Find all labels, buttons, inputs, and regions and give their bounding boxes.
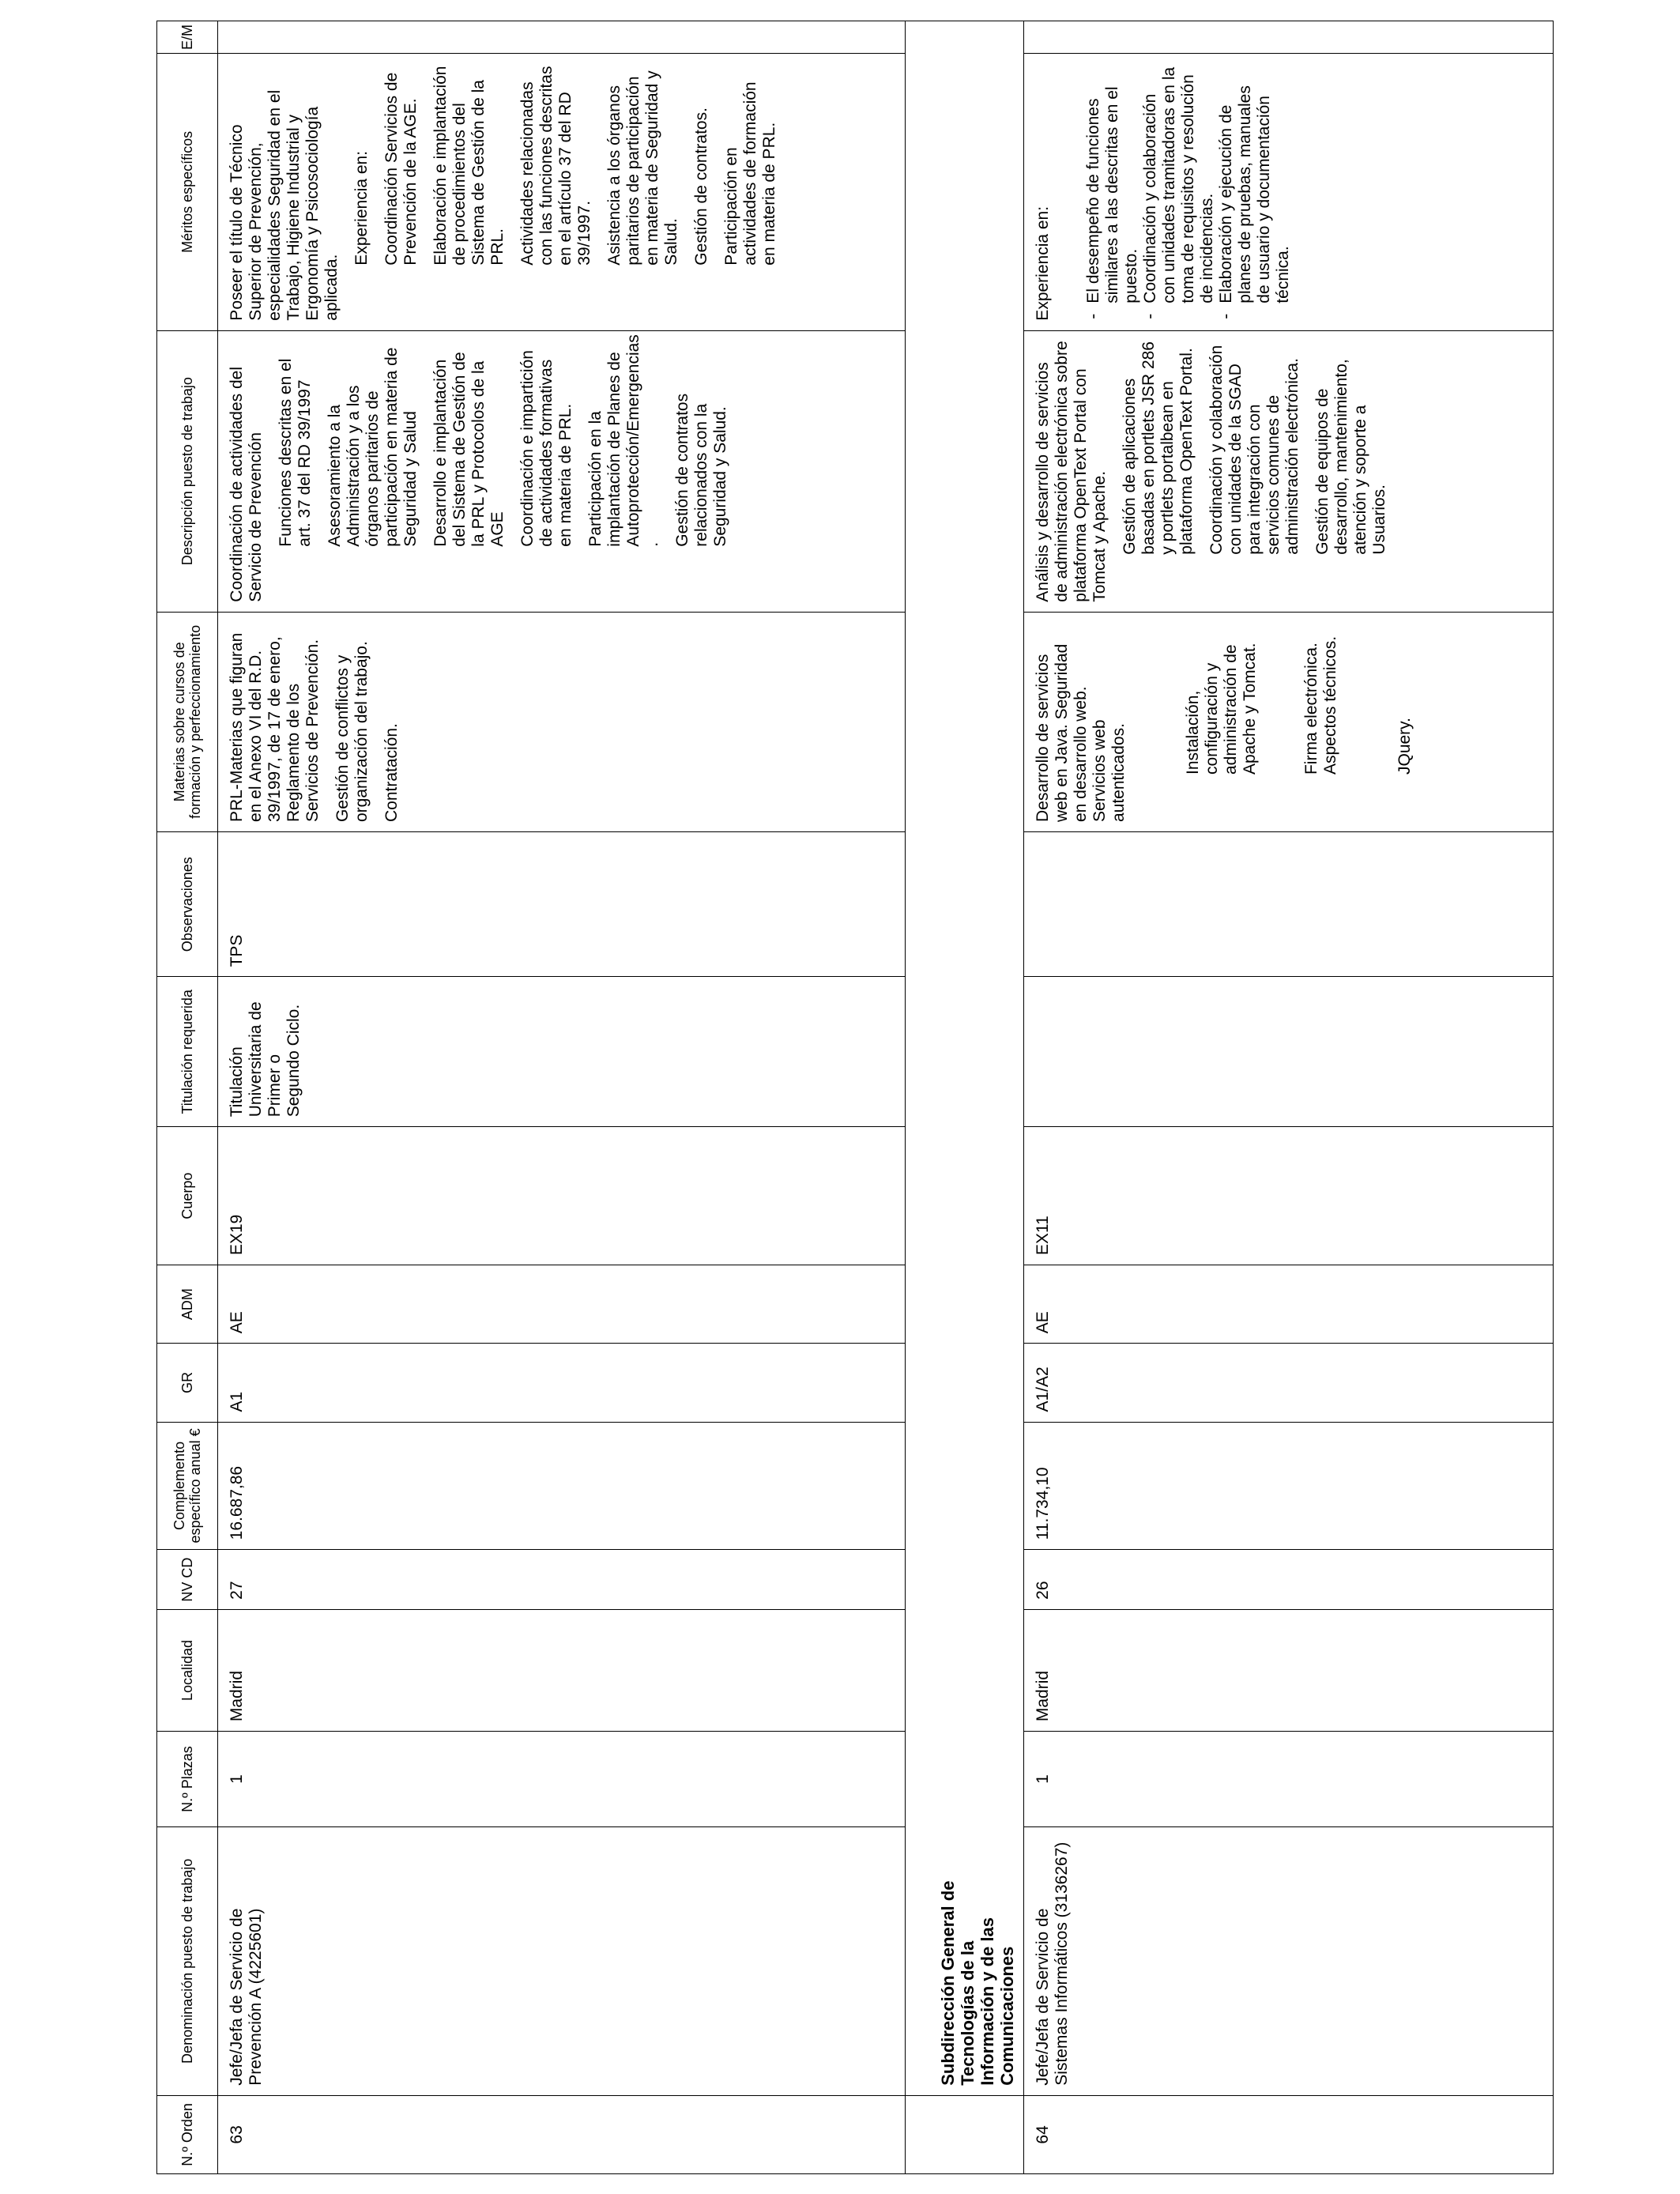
materia-item: Desarrollo de servicios web en Java. Seguridad en desarrollo web. Servicios web autenticados. [1034,643,1128,823]
cell-titulacion [1024,977,1554,1127]
cell-materias [1024,612,1554,831]
descripcion-item: Funciones descritas en el art. 37 del RD 39/1997 [277,358,314,547]
cell-meritos [218,54,906,331]
merito-item: Actividades relacionadas con las funciones descritas en el artículo 37 del RD 39/1997. [518,66,593,266]
unit-spacer [906,2095,1024,2173]
materia-item: JQuery. [1396,718,1414,775]
cell-adm: AE [1024,1265,1554,1344]
cell-cuerpo: EX11 [1024,1127,1554,1265]
descripcion-item: Coordinación e impartición de actividades formativas en materia de PRL. [518,350,574,547]
table-row [218,21,906,2174]
table-row [1024,21,1554,2174]
header-cuerpo: Cuerpo [157,1127,218,1265]
cell-plazas: 1 [218,1732,906,1827]
merito-item: Asistencia a los órganos paritarios de participación en materia de Seguridad y Salud. [605,70,680,266]
header-nvcd: NV CD [157,1550,218,1610]
cell-descripcion [218,330,906,612]
header-materias: Materias sobre cursos de formación y perfeccionamiento [157,612,218,831]
cell-orden: 63 [218,2095,906,2173]
cell-observaciones [1024,832,1554,977]
merito-item: Participación en actividades de formación en materia de PRL. [722,81,778,266]
cell-complemento: 11.734,10 [1024,1422,1554,1550]
unit-row [906,21,1024,2174]
materia-item: Instalación, configuración y administración de Apache y Tomcat. [1184,643,1259,775]
descripcion-item: Coordinación de actividades del Servicio de Prevención [228,366,265,602]
cell-em [1024,21,1554,54]
cell-materias [218,612,906,831]
materia-item: Gestión de conflictos y organización del trabajo. [333,641,371,823]
merito-item: Experiencia en: [352,150,371,266]
descripcion-item: Participación en la implantación de Planes de Autoprotección/Emergencias . [586,334,661,547]
cell-em [218,21,906,54]
header-row [157,21,218,2174]
unit-title: Subdirección General de Tecnologías de la Información y de las Comunicaciones [938,1880,1017,2086]
cell-plazas: 1 [1024,1732,1554,1827]
list-item: - Coordinación y colaboración con unidades tramitadoras en la toma de requisitos y resolución de incidencias. [1141,63,1217,321]
merito-item: Gestión de contratos. [692,107,710,266]
header-localidad: Localidad [157,1609,218,1731]
header-plazas: N.º Plazas [157,1732,218,1827]
cell-observaciones: TPS [218,832,906,977]
descripcion-item: Gestión de equipos de desarrollo, mantenimiento, atención y soporte a Usuarios. [1313,359,1388,555]
header-titulacion: Titulación requerida [157,977,218,1127]
merito-item: Coordinación Servicios de Prevención de la AGE. [382,72,420,266]
header-em: E/M [157,21,218,54]
cell-meritos [1024,54,1554,331]
cell-orden: 64 [1024,2095,1554,2173]
unit-cell [906,21,1024,2096]
descripcion-item: Coordinación y colaboración con unidades de la SGAD para integración con servicios comunes de administración electrónica. [1207,345,1301,555]
cell-adm: AE [218,1265,906,1344]
header-orden: N.º Orden [157,2095,218,2173]
header-gr: GR [157,1344,218,1422]
cell-descripcion [1024,330,1554,612]
descripcion-item: Gestión de contratos relacionados con la Seguridad y Salud. [673,393,729,547]
cell-titulacion: Titulación Universitaria de Primer o Segundo Ciclo. [218,977,906,1127]
list-item: - El desempeño de funciones similares a las descritas en el puesto. [1084,63,1141,321]
header-observaciones: Observaciones [157,832,218,977]
job-positions-table [156,21,1554,2174]
cell-gr: A1/A2 [1024,1344,1554,1422]
merito-item: Elaboración e implantación de procedimientos del Sistema de Gestión de la PRL. [431,66,507,266]
list-item: - Elaboración y ejecución de planes de pruebas, manuales de usuario y documentación técnica. [1217,63,1293,321]
materia-item: Contratación. [382,723,401,823]
materia-item: PRL-Materias que figuran en el Anexo VI del R.D. 39/1997, de 17 de enero, Reglamento de los Servicios de Prevención. [228,632,322,823]
cell-denominacion: Jefe/Jefa de Servicio de Prevención A (4225601) [218,1826,906,2095]
cell-localidad: Madrid [1024,1609,1554,1731]
header-descripcion: Descripción puesto de trabajo [157,330,218,612]
cell-gr: A1 [218,1344,906,1422]
merito-list [1084,63,1293,321]
materia-item: Firma electrónica. Aspectos técnicos. [1302,635,1339,775]
merito-item: Poseer el título de Técnico Superior de Prevención, especialidades Seguridad en el Trabajo, Higiene Industrial y Ergonomía y Psicosociología aplicada. [228,89,341,321]
cell-nvcd: 27 [218,1550,906,1610]
header-adm: ADM [157,1265,218,1344]
descripcion-item: Análisis y desarrollo de servicios de administración electrónica sobre plataforma OpenText Portal con Tomcat y Apache. [1034,341,1109,602]
cell-cuerpo: EX19 [218,1127,906,1265]
header-complemento: Complemento específico anual € [157,1422,218,1550]
descripcion-item: Desarrollo e implantación del Sistema de Gestión de la PRL y Protocolos de la AGE [431,352,507,547]
descripcion-item: Asesoramiento a la Administración y a los órganos paritarios de participación en materia de Seguridad y Salud [326,347,420,547]
merito-intro: Experiencia en: [1034,205,1052,321]
cell-complemento: 16.687,86 [218,1422,906,1550]
descripcion-item: Gestión de aplicaciones basadas en portlets JSR 286 y portlets portalbean en plataforma OpenText Portal. [1121,341,1196,555]
cell-localidad: Madrid [218,1609,906,1731]
cell-denominacion: Jefe/Jefa de Servicio de Sistemas Informáticos (3136267) [1024,1826,1554,2095]
header-meritos: Méritos específicos [157,54,218,331]
header-denominacion: Denominación puesto de trabajo [157,1826,218,2095]
cell-nvcd: 26 [1024,1550,1554,1610]
